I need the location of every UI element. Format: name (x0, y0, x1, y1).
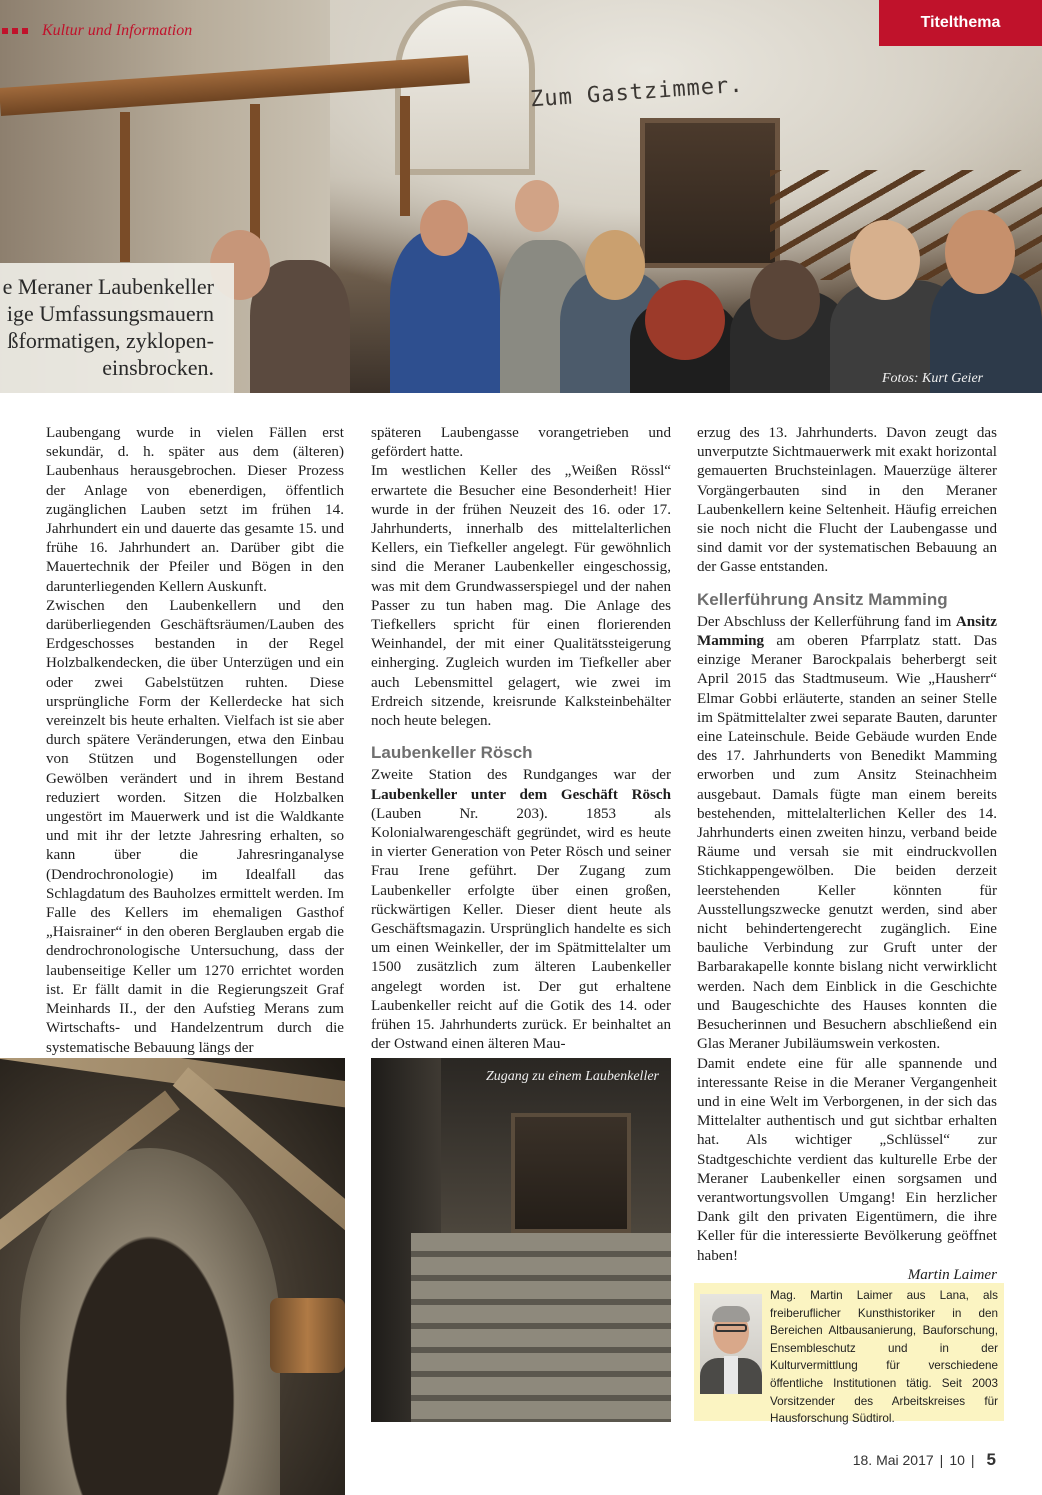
hero-caption (0, 263, 234, 393)
wooden-barrel (270, 1298, 345, 1373)
page-number: 5 (986, 1450, 996, 1469)
footer-separator: | (970, 1452, 975, 1468)
bold-text-run: Laubenkeller unter dem Geschäft Rösch (371, 786, 671, 803)
paragraph (371, 766, 671, 1054)
footer-separator: | (939, 1452, 944, 1468)
hero-photo (0, 0, 1042, 393)
hero-railing-post (400, 96, 410, 216)
paragraph: erzug des 13. Jahrhunderts. Davon zeugt das unverputzte Sichtmauerwerk mit exakt horizontal gemauerten Bruchsteinlagen. Mauerzüge älterer Vorgängerbauten sind in den Meraner Laubenkellern keine Seltenheit. Häufig erreichen sie noch nicht die Flucht der Laubengasse und sind damit vor der systematischen Bebauung an der Gasse entstanden. (697, 425, 997, 576)
paragraph: Laubengang wurde in vielen Fällen erst sekundär, d. h. später aus dem (älteren) Laubenhaus herausgebrochen. Dieser Prozess der Anlage von ebenerdigen, öffentlich zugänglichen Lauben setzt im frühen 14. Jahrhundert ein und dauerte das gesamte 15. und frühe 16. Jahrhundert an. Darüber gibt die Mauertechnik der Pfeiler und Bögen in den darunterliegenden Kellern Auskunft. (46, 425, 344, 595)
text-run: Zweite Station des Rundganges war der (371, 767, 671, 784)
hero-wall-sign: Zum Gastzimmer. (529, 72, 745, 113)
article-column-3 (697, 424, 997, 1285)
section-square-icon (2, 28, 8, 34)
photo-credit: Fotos: Kurt Geier (882, 371, 984, 386)
issue-date: 18. Mai 2017 (852, 1452, 934, 1468)
cellar-door (511, 1113, 631, 1233)
hero-caption-line: e Meraner Laubenkeller (2, 274, 214, 299)
author-bio: Mag. Martin Laimer aus Lana, als freiberuflicher Kunsthistoriker in den Bereichen Altbausanierung, Bauforschung, Ensembleschutz und in der Kulturvermittlung für verschiedene öffentliche Institutionen tätig. Seit 2003 Vorsitzender des Arbeitskreises für Hausforschung Südtirol. (770, 1289, 998, 1426)
section-square-icon (12, 28, 18, 34)
article-column-1 (46, 424, 344, 1058)
paragraph: Im westlichen Keller des „Weißen Rössl“ erwartete die Besucher eine Besonderheit! Hier wurde in der frühen Neuzeit des 16. oder 17. Jahrhunderts, innerhalb des mittelalterlichen Kellers, ein Tiefkeller angelegt. Für gewöhnlich sind die Meraner Laubenkeller eingeschossig, was mit dem Grundwasserspiegel und der nahen Passer zu tun haben mag. Die Anlage des Tiefkellers spricht für einen florierenden Weinhandel, der mit einer Qualitätssteigerung einherging. Zugleich wurden im Tiefkeller aber auch Lebensmittel gelagert, wie zwei im Erdreich sitzende, kreisrunde Kalksteinbehälter noch heute belegen. (371, 463, 671, 730)
hero-archway (395, 0, 535, 175)
hero-caption-line: ige Umfassungsmauern (6, 301, 214, 326)
hero-caption-line: ßformatigen, zyklopen- (7, 328, 214, 353)
author-portrait (700, 1294, 762, 1394)
hero-caption-line: einsbrocken. (102, 355, 214, 380)
section-square-icon (22, 28, 28, 34)
author-info-box (694, 1283, 1004, 1426)
section-tab: Titelthema (879, 0, 1042, 46)
paragraph: späteren Laubengasse vorangetrieben und gefördert hatte. (371, 425, 671, 461)
subheading-kellerfuehrung-mamming: Kellerführung Ansitz Mamming (697, 589, 948, 609)
section-label: Kultur und Information (42, 22, 193, 39)
cellar-entrance-photo (371, 1058, 671, 1422)
hero-crowd (230, 200, 1042, 393)
bold-text-run: Ansitz Mamming (697, 613, 997, 650)
text-run: am oberen Pfarrplatz statt. Das einzige Meraner Barockpalais beherbergt seit April 2015 das Stadtmuseum. Wie „Hausherr“ Elmar Gobbi erläuterte, standen an seiner Stelle im Spätmittelalter zwei separate Bauten, darunter eine Lateinschule. Beide Gebäude wurden Ende des 17. Jahrhunderts von Benedikt Mamming erworben und zum Ansitz Steinachheim ausgebaut. Damals fügte man einem bereits bestehenden, mittelalterlichen Keller des 14. Jahrhunderts einen zweiten hinzu, verband beide Räume und versah sie mit eindruckvollen Stichkappengewölben. Die beiden derzeit leerstehenden Keller könnten für Ausstellungszwecke genutzt werden, sind aber nicht behindertengerecht zugänglich. Eine bauliche Verbindung zur Gruft unter der Barbarakapelle konnte bislang nicht verwirklicht werden. Nach dem Einblick in die Geschichte und Baugeschichte des Hauses konnten die Besucherinnen und Besuchern abschließend ein Glas Meraner Jubiläumswein verkosten. (697, 633, 997, 1053)
stone-steps (411, 1233, 671, 1422)
author-signature: Martin Laimer (907, 1266, 997, 1283)
issue-number: 10 (949, 1452, 965, 1468)
article-column-2 (371, 424, 671, 1055)
cellar-arch-photo (0, 1058, 345, 1495)
page-footer (853, 1450, 996, 1470)
paragraph (697, 613, 997, 1055)
hero-railing-post (120, 112, 130, 262)
paragraph: Zwischen den Laubenkellern und den darüberliegenden Geschäftsräumen/Lauben des Erdgeschosses bestanden in der Regel Holzbalkendecken, die über Unterzügen und ein oder zwei Gabelstützen ruhten. Diese ursprüngliche Form der Kellerdecke hat sich vereinzelt bis heute erhalten. Vielfach ist sie aber durch spätere Veränderungen, etwa den Einbau von Stützen und Bogenstellungen oder Gewölben verändert und in ihrem Bestand reduziert worden. Sitzen die Holzbalken ungestört im Mauerwerk und ist die Waldkante und mit ihr der letzte Jahresring erhalten, so kann über die Jahresringanalyse (Dendrochronologie) im Idealfall das Schlagdatum des Bauholzes ermittelt werden. Im Falle des Kellers im ehemaligen Gasthof „Haisrainer“ in den oberen Berglauben ergab die dendrochronologische Untersuchung, dass der laubenseitige Keller um 1270 errichtet worden ist. Er fällt damit in die Regierungszeit Graf Meinhards II., der den Aufstieg Merans zum Wirtschafts- und Handelzentrum durch die systematische Bebauung längs der (46, 597, 344, 1056)
photo-caption: Zugang zu einem Laubenkeller (485, 1069, 659, 1084)
text-run: (Lauben Nr. 203). 1853 als Kolonialwarengeschäft gegründet, wird es heute in vierter Generation von Peter Rösch und seiner Frau Irene geführt. Der Zugang zum Laubenkeller erfolgte über einen großen, rückwärtigen Keller. Dieser dient heute als Geschäftsmagazin. Ursprünglich handelte es sich um einen Weinkeller, der im Spätmittelalter um 1500 zusätzlich zum älteren Laubenkeller angelegt worden ist. Der gut erhaltene Laubenkeller reicht auf die Gotik des 14. oder frühen 15. Jahrhunderts zurück. Er beinhaltet an der Ostwand einen älteren Mau- (371, 805, 671, 1053)
text-run: Der Abschluss der Kellerführung fand im (697, 613, 956, 630)
subheading-laubenkeller-roesch: Laubenkeller Rösch (371, 743, 533, 763)
paragraph: Damit endete eine für alle spannende und interessante Reise in die Meraner Vergangenheit und in eine Welt im Verborgenen, in der sich das Mittelalter authentisch und gut sichtbar erhalten hat. Als wichtiger „Schlüssel“ zur Stadtgeschichte verdient das kulturelle Erbe der Meraner Laubenkeller einen sorgsamen und verantwortungsvollen Umgang! Ein herzlicher Dank gilt den privaten Eigentümern, die ihre Keller für die interessierte Bevölkerung geöffnet haben! (697, 1055, 997, 1264)
section-marker (2, 22, 192, 40)
